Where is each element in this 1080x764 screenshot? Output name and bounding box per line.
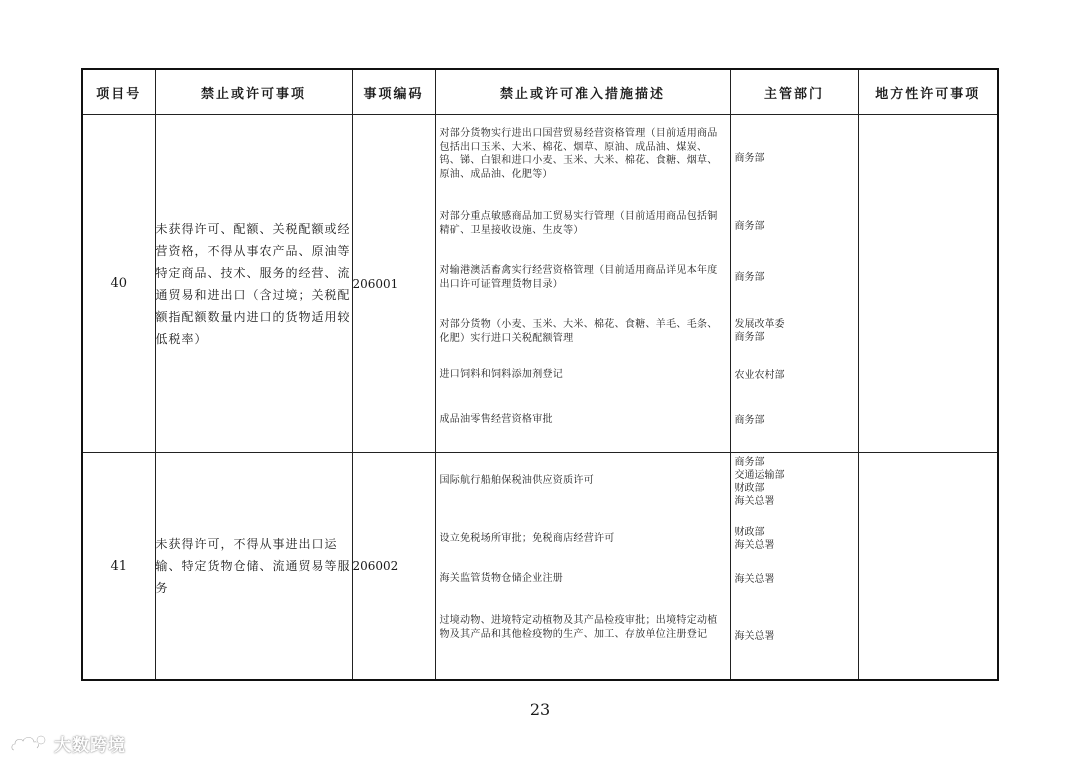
measure-text: 进口饲料和饲料添加剂登记 xyxy=(439,369,564,380)
header-item-number: 项目号 xyxy=(82,69,155,115)
measure-text: 成品油零售经营资格审批 xyxy=(439,414,553,425)
watermark-text: 大数跨境 xyxy=(54,735,126,756)
department-group xyxy=(735,220,765,233)
header-department: 主管部门 xyxy=(730,69,858,115)
department-name: 海关总署 xyxy=(734,540,775,551)
row-item-name: 未获得许可、配额、关税配额或经营资格，不得从事农产品、原油等特定商品、技术、服务的经营、流通贸易和进出口（含过境；关税配额指配额数量内进口的货物适用较低税率） xyxy=(155,115,352,453)
table-row xyxy=(82,453,998,681)
row-number: 40 xyxy=(82,115,155,453)
department-name: 商务部 xyxy=(734,457,765,468)
department-name: 商务部 xyxy=(734,415,765,426)
department-name: 财政部 xyxy=(734,527,765,538)
department-name: 发展改革委 xyxy=(734,319,785,330)
measure-text: 海关监管货物仓储企业注册 xyxy=(439,573,564,584)
department-group xyxy=(735,318,785,344)
department-group xyxy=(735,271,765,284)
row-measures xyxy=(435,453,730,681)
header-measure-description: 禁止或许可准入措施描述 xyxy=(435,69,730,115)
department-name: 农业农村部 xyxy=(734,370,785,381)
measure-text: 设立免税场所审批；免税商店经营许可 xyxy=(439,533,615,544)
department-name: 商务部 xyxy=(734,153,765,164)
catalog-table xyxy=(81,68,999,681)
department-group xyxy=(735,414,765,427)
table-row xyxy=(82,115,998,453)
department-name: 商务部 xyxy=(734,272,765,283)
row-measures xyxy=(435,115,730,453)
row-local-license xyxy=(858,453,998,681)
watermark xyxy=(10,730,126,756)
department-name: 商务部 xyxy=(734,221,765,232)
row-item-code: 206002 xyxy=(352,453,435,681)
department-name: 海关总署 xyxy=(734,574,775,585)
header-local-license: 地方性许可事项 xyxy=(858,69,998,115)
department-name: 商务部 xyxy=(734,332,765,343)
department-name: 海关总署 xyxy=(734,631,775,642)
department-name: 财政部 xyxy=(734,483,765,494)
department-group xyxy=(735,630,775,643)
row-item-code: 206001 xyxy=(352,115,435,453)
table-header-row xyxy=(82,69,998,115)
department-name: 交通运输部 xyxy=(734,470,785,481)
department-name: 海关总署 xyxy=(734,496,775,507)
page-number: 23 xyxy=(529,700,551,719)
row-item-name: 未获得许可，不得从事进出口运输、特定货物仓储、流通贸易等服务 xyxy=(155,453,352,681)
department-group xyxy=(735,456,785,508)
row-departments xyxy=(730,453,858,681)
measure-text: 过境动物、进境特定动植物及其产品检疫审批；出境特定动植物及其产品和其他检疫物的生产、加工、存放单位注册登记 xyxy=(439,615,718,640)
row-local-license xyxy=(858,115,998,453)
department-group xyxy=(735,152,765,165)
department-group xyxy=(735,526,775,552)
measure-text: 对部分货物（小麦、玉米、大米、棉花、食糖、羊毛、毛条、化肥）实行进口关税配额管理 xyxy=(439,319,718,344)
measure-text: 国际航行船舶保税油供应资质许可 xyxy=(439,475,594,486)
measure-text: 对输港澳活畜禽实行经营资格管理（目前适用商品详见本年度出口许可证管理货物目录） xyxy=(439,265,718,290)
measure-text: 对部分货物实行进出口国营贸易经营资格管理（目前适用商品包括出口玉米、大米、棉花、烟草、原油、成品油、煤炭、钨、锑、白银和进口小麦、玉米、大米、棉花、食糖、烟草、原油、成品油、化肥等） xyxy=(439,128,718,180)
measure-text: 对部分重点敏感商品加工贸易实行管理（目前适用商品包括铜精矿、卫星接收设施、生皮等） xyxy=(439,211,718,236)
header-item-name: 禁止或许可事项 xyxy=(155,69,352,115)
department-group xyxy=(735,573,775,586)
header-item-code: 事项编码 xyxy=(352,69,435,115)
department-group xyxy=(735,369,785,382)
cloud-logo-icon xyxy=(10,732,50,754)
row-number: 41 xyxy=(82,453,155,681)
row-departments xyxy=(730,115,858,453)
